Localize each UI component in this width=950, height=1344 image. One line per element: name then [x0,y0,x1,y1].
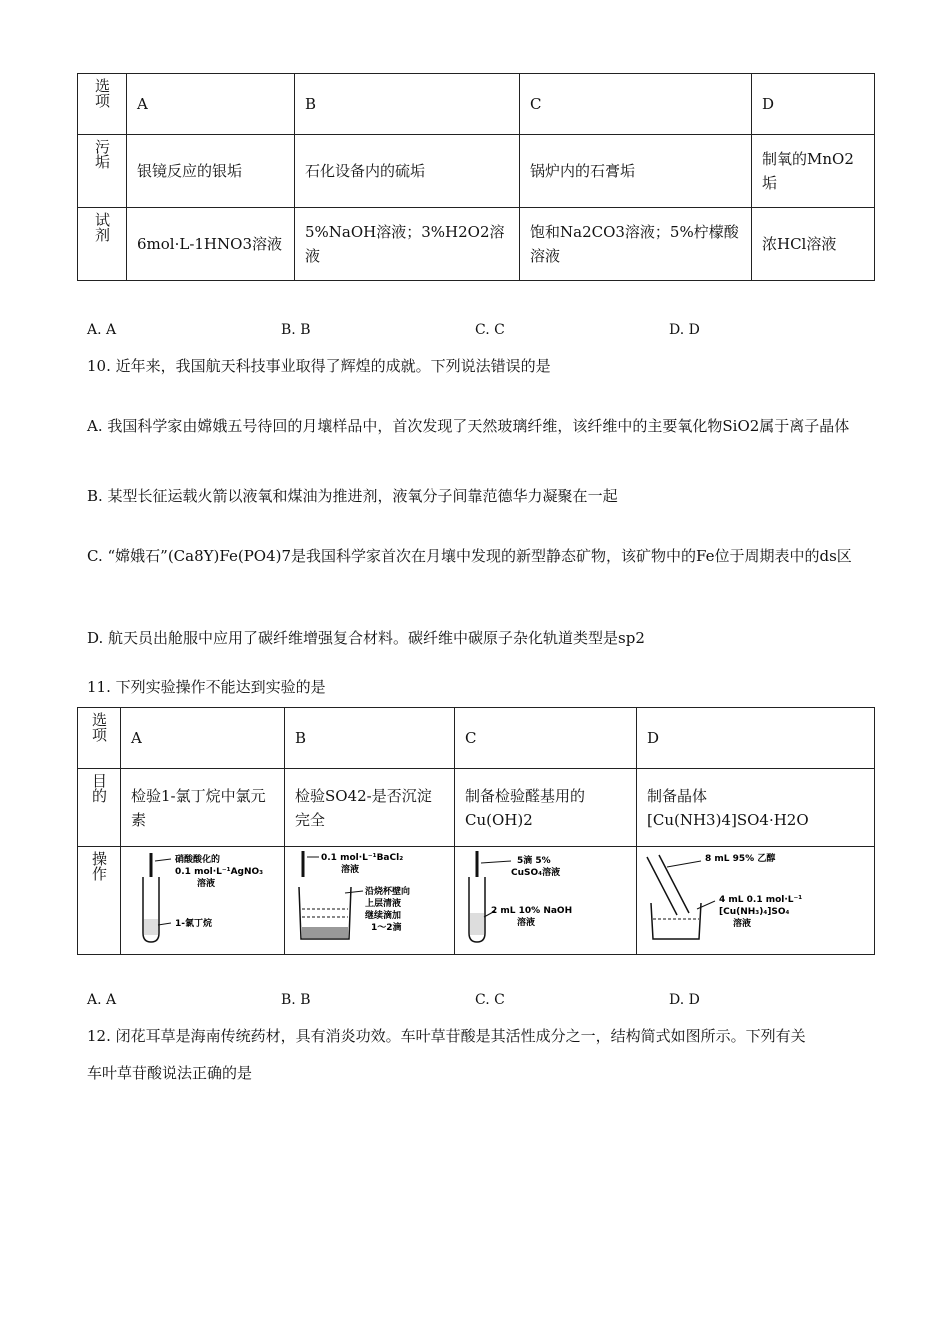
figure-cell-b [285,847,455,955]
figure-label: 硝酸酸化的 [175,855,221,865]
figure-cell-d [637,847,875,955]
figure-label: 4 mL 0.1 mol·L⁻¹ [719,895,803,905]
table-header-cell: C [520,74,752,135]
experiment-table [77,707,875,955]
table-header-cell: D [637,708,875,769]
table-cell: 制备检验醛基用的Cu(OH)2 [455,769,637,847]
figure-label: [Cu(NH₃)₄]SO₄ [719,907,790,917]
table-header-cell: C [455,708,637,769]
figure-label: 1-氯丁烷 [175,919,212,929]
question-10-option-c: C. “嫦娥石”(Ca8Y)Fe(PO4)7是我国科学家首次在月壤中发现的新型静态矿物，该矿物中的Fe位于周期表中的ds区 [87,547,852,565]
table-cell: 5%NaOH溶液；3%H2O2溶液 [295,208,520,281]
answer-option: D. D [669,992,700,1008]
figure-label: 溶液 [733,919,752,929]
answer-option: C. C [475,992,505,1008]
table-row [78,135,875,208]
figure-label: 上层清液 [365,899,402,909]
figure-label: 溶液 [517,918,536,928]
figure-label: 5滴 5% [517,856,551,866]
table-cell: 6mol·L-1HNO3溶液 [127,208,295,281]
table-row [78,769,875,847]
question-10-option-a: A. 我国科学家由嫦娥五号待回的月壤样品中，首次发现了天然玻璃纤维，该纤维中的主要氧化物SiO2属于离子晶体 [87,417,850,435]
table-cell: 银镜反应的银垢 [127,135,295,208]
answer-option: B. B [281,992,311,1008]
table-cell: 石化设备内的硫垢 [295,135,520,208]
table-cell: 检验1-氯丁烷中氯元素 [121,769,285,847]
table-header-cell: A [121,708,285,769]
test-tube-figure-c [455,847,637,947]
table-header-cell: B [285,708,455,769]
figure-label: 0.1 mol·L⁻¹AgNO₃ [175,867,264,877]
row-label: 试剂 [78,208,127,281]
question-11-stem: 11. 下列实验操作不能达到实验的是 [87,678,326,696]
question-12-line-1: 12. 闭花耳草是海南传统药材，具有消炎功效。车叶草苷酸是其活性成分之一，结构简式如图所示。下列有关 [87,1027,806,1045]
row-label: 污垢 [78,135,127,208]
table-row [78,847,875,955]
table-cell: 制氧的MnO2垢 [752,135,875,208]
table-header-cell: D [752,74,875,135]
figure-label: 8 mL 95% 乙醇 [705,854,776,864]
figure-cell-a [121,847,285,955]
figure-label: 沿烧杯壁向 [365,887,411,897]
answer-option: A. A [87,992,117,1008]
table-header-cell: B [295,74,520,135]
cleaning-table [77,73,875,281]
table-row [78,708,875,769]
table-cell: 饱和Na2CO3溶液；5%柠檬酸溶液 [520,208,752,281]
table-cell: 检验SO42-是否沉淀完全 [285,769,455,847]
answer-option: C. C [475,322,505,338]
figure-cell-c [455,847,637,955]
figure-label: 溶液 [341,865,360,875]
table-header-cell: A [127,74,295,135]
figure-label: 溶液 [197,879,216,889]
question-10-option-d: D. 航天员出舱服中应用了碳纤维增强复合材料。碳纤维中碳原子杂化轨道类型是sp2 [87,629,645,647]
question-10-option-b: B. 某型长征运载火箭以液氧和煤油为推进剂，液氧分子间靠范德华力凝聚在一起 [87,487,618,505]
figure-label: 1～2滴 [371,923,402,933]
beaker-figure-b [285,847,455,947]
answer-option: D. D [669,322,700,338]
question-10-stem: 10. 近年来，我国航天科技事业取得了辉煌的成就。下列说法错误的是 [87,357,551,375]
row-label: 操作 [78,847,121,955]
answer-option: A. A [87,322,117,338]
table-row [78,74,875,135]
table-cell: 浓HCl溶液 [752,208,875,281]
table-row [78,208,875,281]
table-header-cell: 选项 [78,708,121,769]
table-cell: 制备晶体[Cu(NH3)4]SO4·H2O [637,769,875,847]
table-header-cell: 选项 [78,74,127,135]
figure-label: 0.1 mol·L⁻¹BaCl₂ [321,853,404,863]
question-12-line-2: 车叶草苷酸说法正确的是 [87,1064,253,1082]
beaker-figure-d [637,847,875,947]
test-tube-figure-a [121,847,285,947]
row-label: 目的 [78,769,121,847]
table-cell: 锅炉内的石膏垢 [520,135,752,208]
figure-label: CuSO₄溶液 [511,868,561,878]
answer-option: B. B [281,322,311,338]
figure-label: 2 mL 10% NaOH [491,906,573,916]
figure-label: 继续滴加 [365,911,402,921]
